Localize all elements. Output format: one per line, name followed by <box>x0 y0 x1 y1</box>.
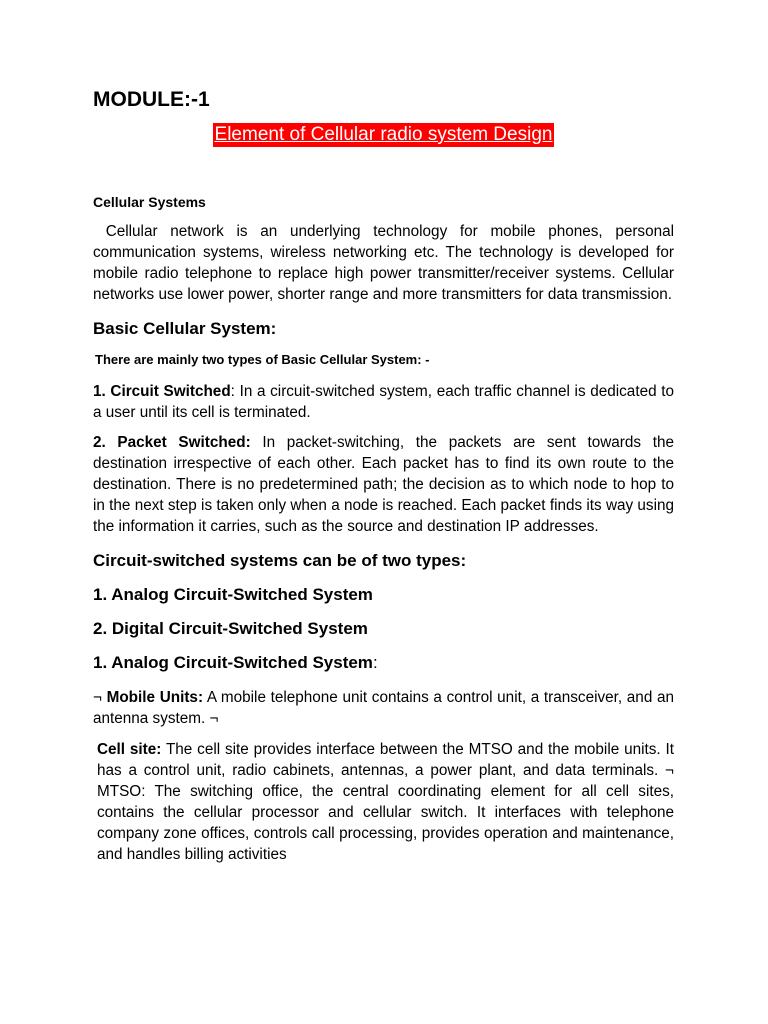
cellular-systems-paragraph <box>93 221 674 305</box>
analog-section-title: 1. Analog Circuit-Switched System <box>93 653 373 672</box>
packet-switched-text: In packet-switching, the packets are sent towards the destination irrespective of each other. Each packet has to find its own route to the destination. There is no predetermined path; the decision as to which node to hop to in the next step is taken only when a node is reached. Each packet finds its way using the information it carries, such as the source and destination IP addresses. <box>93 434 675 535</box>
document-title: Element of Cellular radio system Design <box>214 124 553 145</box>
cellular-systems-text: Cellular network is an underlying technology for mobile phones, personal communication systems, wireless networking etc. The technology is developed for mobile radio telephone to replace high power transmitter/receiver systems. Cellular networks use lower power, shorter range and more transmitters for data transmission. <box>93 223 674 303</box>
packet-switched-paragraph <box>93 432 674 537</box>
analog-section-colon: : <box>372 653 378 672</box>
circuit-types-heading: Circuit-switched systems can be of two types: <box>93 551 467 570</box>
cell-site-paragraph <box>93 739 674 865</box>
cellular-systems-heading: Cellular Systems <box>93 194 206 210</box>
mobile-units-text: A mobile telephone unit contains a control unit, a transceiver, and an antenna system. ¬ <box>93 689 674 727</box>
analog-item: 1. Analog Circuit-Switched System <box>93 585 373 604</box>
mobile-units-paragraph <box>93 687 674 729</box>
circuit-switched-paragraph <box>93 381 674 423</box>
basic-cellular-heading: Basic Cellular System: <box>93 319 277 338</box>
title-container <box>93 123 674 148</box>
module-heading: MODULE:-1 <box>93 88 210 111</box>
circuit-switched-label: 1. Circuit Switched <box>93 383 231 400</box>
packet-switched-label: 2. Packet Switched: <box>93 434 251 451</box>
circuit-switched-text: : In a circuit-switched system, each traffic channel is dedicated to a user until its cell is terminated. <box>93 383 674 421</box>
mobile-units-label: Mobile Units: <box>101 689 204 706</box>
basic-cellular-note: There are mainly two types of Basic Cellular System: - <box>95 352 430 367</box>
digital-item: 2. Digital Circuit-Switched System <box>93 619 368 638</box>
negation-symbol: ¬ <box>93 689 102 706</box>
cell-site-label: Cell site: <box>97 741 162 758</box>
analog-section-heading <box>93 651 674 675</box>
cell-site-text: The cell site provides interface between the MTSO and the mobile units. It has a control unit, radio cabinets, antennas, a power plant, and data terminals. ¬ MTSO: The switching office, the central coordinating element for all cell sites, contains the cellular processor and cellular switch. It interfaces with telephone company zone offices, controls call processing, provides operation and maintenance, and handles billing activities <box>97 741 674 863</box>
